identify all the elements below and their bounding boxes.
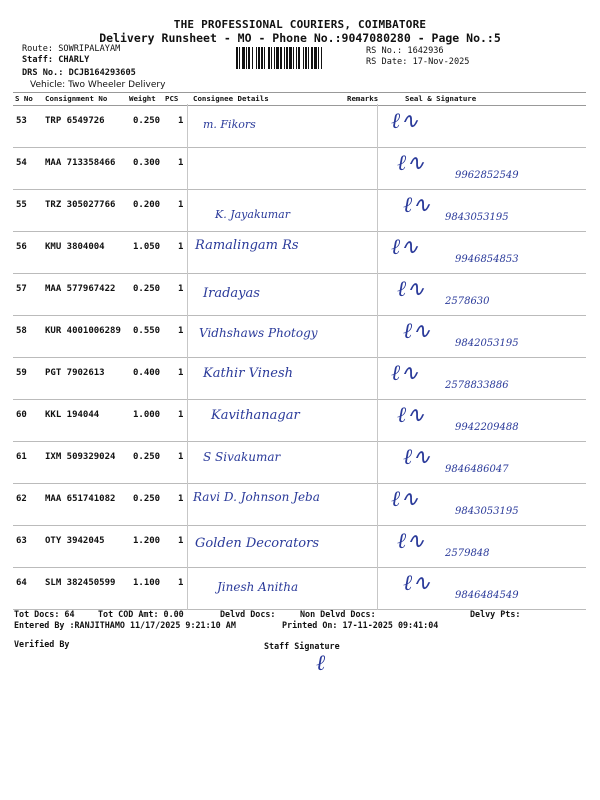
table-row (13, 358, 586, 400)
weight: 0.300 (133, 158, 161, 168)
weight: 0.250 (133, 284, 161, 294)
total-docs: Tot Docs: 64 (14, 609, 75, 619)
pieces: 1 (178, 536, 184, 546)
handwritten-phone: 2578833886 (445, 380, 509, 391)
handwritten-signature: ℓ∿ (391, 235, 419, 260)
serial-number: 54 (16, 158, 27, 168)
table-body (13, 106, 586, 610)
col-consignment: Consignment No (45, 94, 108, 103)
table-row (13, 442, 586, 484)
rs-date: RS Date: 17-Nov-2025 (366, 57, 470, 67)
pieces: 1 (178, 578, 184, 588)
non-delivered-docs: Non Delvd Docs: (300, 609, 376, 619)
staff-signature-mark: ℓ (316, 651, 326, 676)
col-remarks: Remarks (347, 94, 379, 103)
company-title: THE PROFESSIONAL COURIERS, COIMBATORE (173, 18, 427, 31)
consignment-number: KMU 3804004 (45, 242, 105, 252)
serial-number: 60 (16, 410, 27, 420)
table-row (13, 568, 586, 610)
weight: 0.550 (133, 326, 161, 336)
serial-number: 59 (16, 368, 27, 378)
handwritten-signature: ℓ∿ (397, 151, 425, 176)
table-row (13, 400, 586, 442)
weight: 1.000 (133, 410, 161, 420)
consignment-number: MAA 651741082 (45, 494, 116, 504)
weight: 0.400 (133, 368, 161, 378)
consignment-number: SLM 382450599 (45, 578, 116, 588)
vehicle-label: Vehicle: Two Wheeler Delivery (30, 80, 166, 90)
runsheet-subtitle: Delivery Runsheet - MO - Phone No.:9047080280 - Page No.:5 (99, 31, 501, 45)
handwritten-consignee: Vidhshaws Photogy (199, 326, 318, 340)
pieces: 1 (178, 242, 184, 252)
consignment-number: TRP 6549726 (45, 116, 105, 126)
serial-number: 57 (16, 284, 27, 294)
consignment-number: MAA 713358466 (45, 158, 116, 168)
handwritten-signature: ℓ∿ (397, 277, 425, 302)
staff-signature-label: Staff Signature (264, 641, 340, 651)
handwritten-consignee: Kavithanagar (211, 408, 300, 423)
handwritten-consignee: Ramalingam Rs (195, 238, 299, 253)
handwritten-phone: 2579848 (445, 548, 490, 559)
handwritten-signature: ℓ∿ (391, 109, 419, 134)
consignment-number: OTY 3942045 (45, 536, 105, 546)
handwritten-consignee: S Sivakumar (203, 450, 281, 464)
pieces: 1 (178, 158, 184, 168)
handwritten-consignee: Ravi D. Johnson Jeba (193, 490, 320, 504)
handwritten-consignee: K. Jayakumar (215, 208, 290, 221)
serial-number: 61 (16, 452, 27, 462)
pieces: 1 (178, 326, 184, 336)
pieces: 1 (178, 494, 184, 504)
handwritten-consignee: Iradayas (203, 286, 260, 301)
consignment-number: KKL 194044 (45, 410, 100, 420)
consignment-number: PGT 7902613 (45, 368, 105, 378)
weight: 0.250 (133, 116, 161, 126)
serial-number: 55 (16, 200, 27, 210)
entered-by: Entered By :RANJITHAMO 11/17/2025 9:21:10 AM (14, 620, 236, 630)
verified-by: Verified By (14, 639, 70, 649)
handwritten-phone: 9842053195 (455, 338, 519, 349)
handwritten-phone: 9843053195 (445, 212, 509, 223)
serial-number: 58 (16, 326, 27, 336)
delivery-points: Delvy Pts: (470, 609, 521, 619)
table-row (13, 190, 586, 232)
weight: 1.200 (133, 536, 161, 546)
col-seal-signature: Seal & Signature (405, 94, 477, 103)
table-row (13, 484, 586, 526)
total-cod-amount: Tot COD Amt: 0.00 (98, 609, 184, 619)
pieces: 1 (178, 284, 184, 294)
table-header (13, 92, 586, 106)
col-weight: Weight (129, 94, 156, 103)
staff-label: Staff: CHARLY (22, 55, 90, 65)
rs-number: RS No.: 1642936 (366, 46, 444, 56)
pieces: 1 (178, 452, 184, 462)
handwritten-signature: ℓ∿ (403, 445, 431, 470)
handwritten-phone: 9946854853 (455, 254, 519, 265)
table-row (13, 106, 586, 148)
table-row (13, 316, 586, 358)
handwritten-signature: ℓ∿ (391, 361, 419, 386)
pieces: 1 (178, 116, 184, 126)
consignment-number: IXM 509329024 (45, 452, 116, 462)
col-pcs: PCS (165, 94, 179, 103)
drs-number: DRS No.: DCJB164293605 (22, 68, 136, 78)
barcode (236, 47, 362, 69)
handwritten-signature: ℓ∿ (397, 529, 425, 554)
route-label: Route: SOWRIPALAYAM (22, 44, 121, 54)
col-sno: S No (15, 94, 33, 103)
handwritten-phone: 9942209488 (455, 422, 519, 433)
pieces: 1 (178, 200, 184, 210)
serial-number: 53 (16, 116, 27, 126)
weight: 0.250 (133, 452, 161, 462)
serial-number: 64 (16, 578, 27, 588)
serial-number: 63 (16, 536, 27, 546)
consignment-number: TRZ 305027766 (45, 200, 116, 210)
weight: 1.050 (133, 242, 161, 252)
delivered-docs: Delvd Docs: (220, 609, 276, 619)
consignment-number: KUR 4001006289 (45, 326, 121, 336)
table-row (13, 148, 586, 190)
handwritten-consignee: Jinesh Anitha (217, 580, 299, 594)
handwritten-consignee: Golden Decorators (195, 536, 320, 551)
serial-number: 62 (16, 494, 27, 504)
handwritten-signature: ℓ∿ (397, 403, 425, 428)
handwritten-signature: ℓ∿ (403, 571, 431, 596)
handwritten-signature: ℓ∿ (403, 193, 431, 218)
handwritten-consignee: m. Fikors (203, 118, 256, 131)
handwritten-signature: ℓ∿ (391, 487, 419, 512)
printed-on: Printed On: 17-11-2025 09:41:04 (282, 620, 439, 630)
table-row (13, 274, 586, 316)
weight: 0.200 (133, 200, 161, 210)
handwritten-phone: 2578630 (445, 296, 490, 307)
handwritten-phone: 9962852549 (455, 170, 519, 181)
handwritten-consignee: Kathir Vinesh (203, 366, 293, 381)
runsheet-table (13, 92, 586, 610)
handwritten-phone: 9846484549 (455, 590, 519, 601)
table-row (13, 232, 586, 274)
table-row (13, 526, 586, 568)
handwritten-signature: ℓ∿ (403, 319, 431, 344)
serial-number: 56 (16, 242, 27, 252)
pieces: 1 (178, 410, 184, 420)
weight: 1.100 (133, 578, 161, 588)
col-consignee: Consignee Details (193, 94, 269, 103)
handwritten-phone: 9843053195 (455, 506, 519, 517)
pieces: 1 (178, 368, 184, 378)
handwritten-phone: 9846486047 (445, 464, 509, 475)
consignment-number: MAA 577967422 (45, 284, 116, 294)
weight: 0.250 (133, 494, 161, 504)
